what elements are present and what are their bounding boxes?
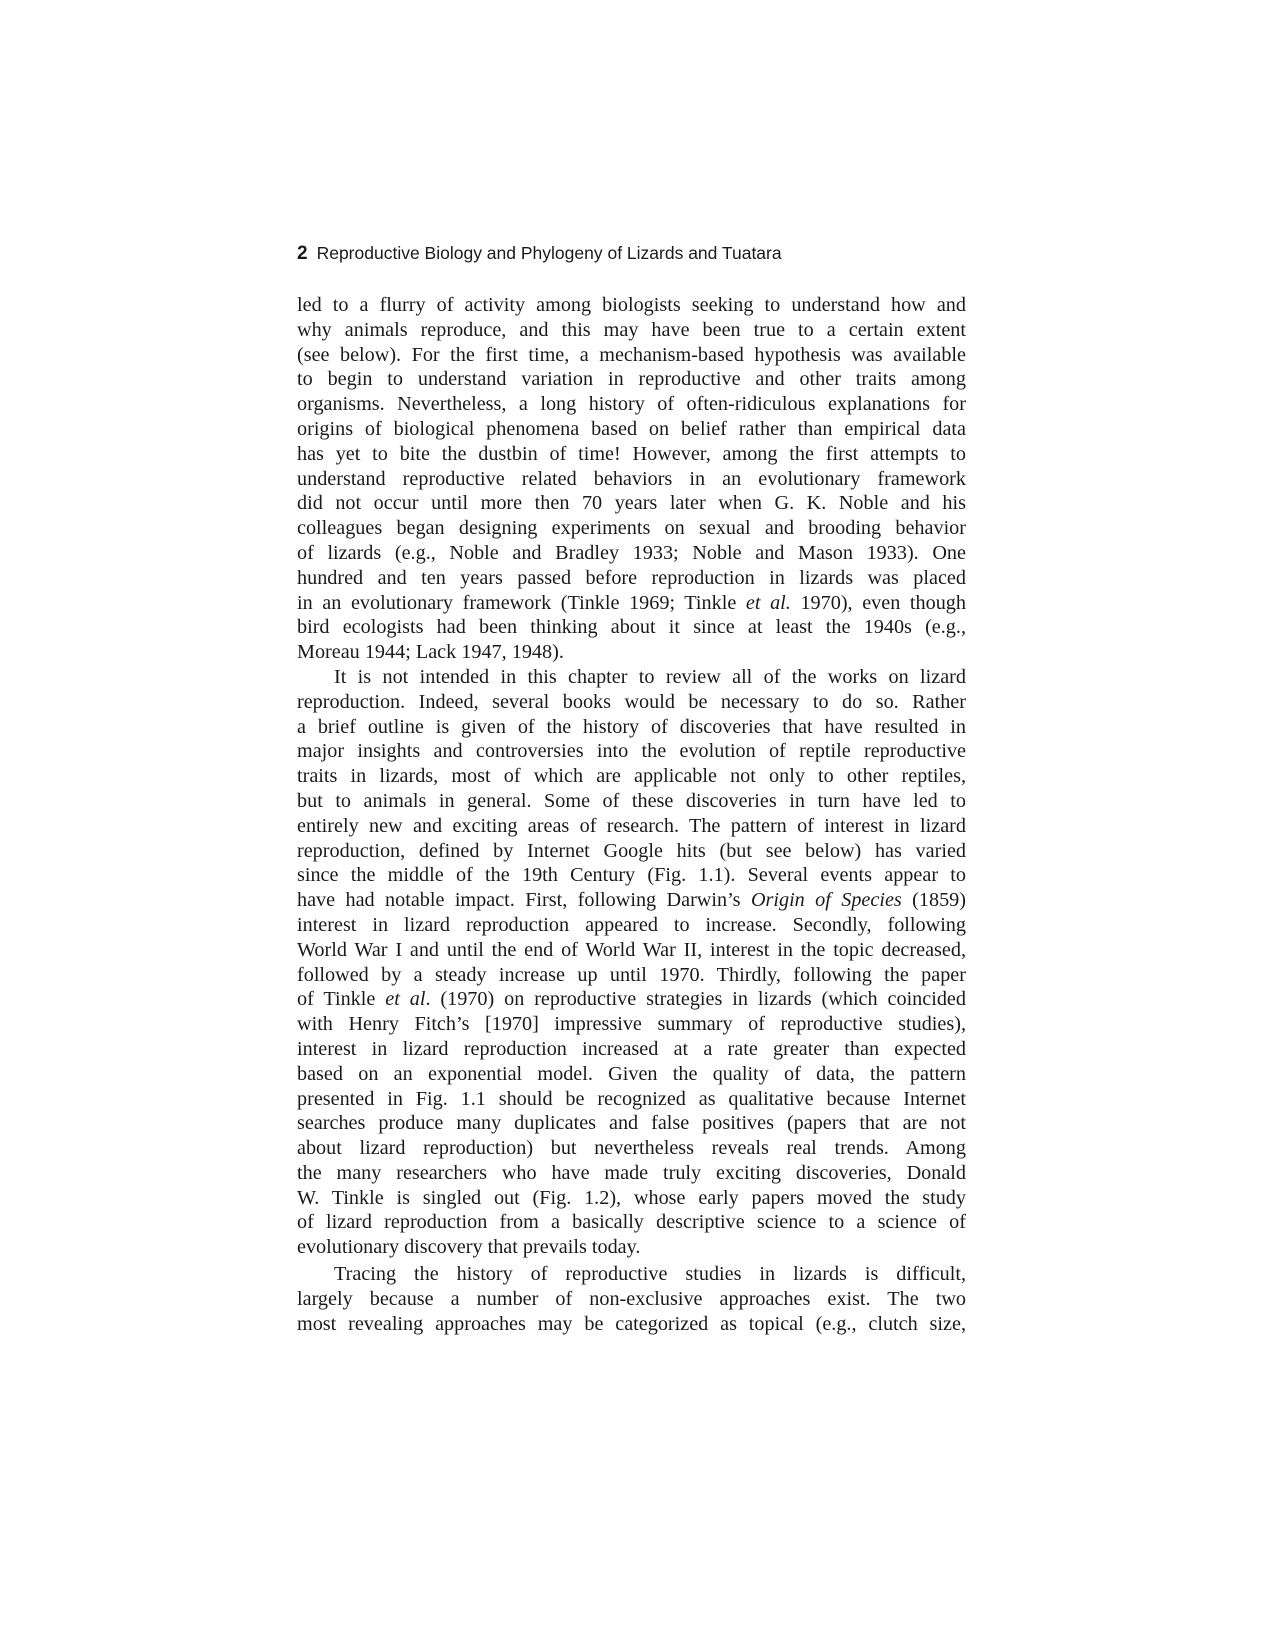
text-run: a brief outline is given of the history of discoveries that have resulted in <box>297 715 966 738</box>
running-head <box>297 242 782 265</box>
text-run: . (1970) on reproductive strategies in lizards (which coincided <box>425 988 966 1011</box>
text-line <box>297 1012 966 1037</box>
text-run: with Henry Fitch’s [1970] impressive summary of reproductive studies), <box>297 1013 966 1036</box>
text-run: followed by a steady increase up until 1970. Thirdly, following the paper <box>297 963 966 986</box>
text-run: about lizard reproduction) but nevertheless reveals real trends. Among <box>297 1137 966 1160</box>
text-line <box>297 293 966 318</box>
text-run: reproduction. Indeed, several books would be necessary to do so. Rather <box>297 690 966 713</box>
text-run: understand reproductive related behaviors in an evolutionary framework <box>297 467 966 490</box>
text-line <box>297 591 966 616</box>
text-run: traits in lizards, most of which are applicable not only to other reptiles, <box>297 765 966 788</box>
text-run: origins of biological phenomena based on belief rather than empirical data <box>297 417 966 440</box>
text-line <box>297 491 966 516</box>
text-run: of Tinkle <box>297 988 386 1011</box>
text-run: most revealing approaches may be categorized as topical (e.g., clutch size, <box>297 1312 966 1335</box>
text-run: interest in lizard reproduction increased at a rate greater than expected <box>297 1037 966 1060</box>
italic-text: et al <box>385 988 426 1011</box>
text-run: W. Tinkle is singled out (Fig. 1.2), whose early papers moved the study <box>297 1186 966 1209</box>
text-run: evolutionary discovery that prevails today. <box>297 1236 641 1259</box>
text-line <box>297 739 966 764</box>
text-line <box>297 392 966 417</box>
text-line <box>297 1087 966 1112</box>
text-run: It is not intended in this chapter to review all of the works on lizard <box>334 665 966 688</box>
text-run: hundred and ten years passed before reproduction in lizards was placed <box>297 566 966 589</box>
text-line <box>297 1161 966 1186</box>
text-run: why animals reproduce, and this may have been true to a certain extent <box>297 318 966 341</box>
text-run: but to animals in general. Some of these discoveries in turn have led to <box>297 789 966 812</box>
text-line <box>297 987 966 1012</box>
text-run: of lizard reproduction from a basically descriptive science to a science of <box>297 1211 966 1234</box>
text-run: searches produce many duplicates and false positives (papers that are not <box>297 1112 966 1135</box>
text-run: to begin to understand variation in reproductive and other traits among <box>297 368 966 391</box>
text-line <box>297 640 966 665</box>
text-line <box>297 1287 966 1312</box>
text-run: World War I and until the end of World War II, interest in the topic decreased, <box>297 938 966 961</box>
text-line <box>297 1062 966 1087</box>
text-line <box>297 1136 966 1161</box>
text-run: largely because a number of non-exclusive approaches exist. The two <box>297 1287 966 1310</box>
text-line <box>297 318 966 343</box>
text-line <box>297 442 966 467</box>
text-run: reproduction, defined by Internet Google hits (but see below) has varied <box>297 839 966 862</box>
text-line <box>297 615 966 640</box>
paragraph <box>297 1262 966 1336</box>
text-run: (see below). For the first time, a mechanism-based hypothesis was available <box>297 343 966 366</box>
text-run: since the middle of the 19th Century (Fig. 1.1). Several events appear to <box>297 864 966 887</box>
text-run: presented in Fig. 1.1 should be recognized as qualitative because Internet <box>297 1087 966 1110</box>
text-line <box>297 814 966 839</box>
text-line <box>297 1186 966 1211</box>
text-run: based on an exponential model. Given the quality of data, the pattern <box>297 1062 966 1085</box>
text-line <box>297 665 966 690</box>
text-run: has yet to bite the dustbin of time! However, among the first attempts to <box>297 442 966 465</box>
text-run: organisms. Nevertheless, a long history of often-ridiculous explanations for <box>297 393 966 416</box>
text-line <box>297 963 966 988</box>
text-line <box>297 541 966 566</box>
text-line <box>297 566 966 591</box>
text-run: bird ecologists had been thinking about it since at least the 1940s (e.g., <box>297 616 966 639</box>
text-line <box>297 938 966 963</box>
text-run: entirely new and exciting areas of research. The pattern of interest in lizard <box>297 814 966 837</box>
text-line <box>297 690 966 715</box>
text-line <box>297 516 966 541</box>
text-line <box>297 715 966 740</box>
paragraph <box>297 665 966 1260</box>
text-line <box>297 913 966 938</box>
text-run: of lizards (e.g., Noble and Bradley 1933; Noble and Mason 1933). One <box>297 541 966 564</box>
text-run: 1970), even though <box>790 591 966 614</box>
text-run: Tracing the history of reproductive studies in lizards is difficult, <box>334 1263 966 1286</box>
text-line <box>297 1312 966 1337</box>
paragraph <box>297 293 966 665</box>
text-line <box>297 1235 966 1260</box>
text-line <box>297 1210 966 1235</box>
page-number: 2 <box>297 243 308 264</box>
italic-text: Origin of Species <box>750 889 902 912</box>
text-line <box>297 367 966 392</box>
text-line <box>297 839 966 864</box>
text-line <box>297 1262 966 1287</box>
text-run: led to a flurry of activity among biologists seeking to understand how and <box>297 294 966 316</box>
text-run: have had notable impact. First, following Darwin’s <box>297 889 751 912</box>
text-run: colleagues began designing experiments on sexual and brooding behavior <box>297 517 966 540</box>
text-run: the many researchers who have made truly exciting discoveries, Donald <box>297 1161 966 1184</box>
text-line <box>297 343 966 368</box>
text-line <box>297 1111 966 1136</box>
text-line <box>297 863 966 888</box>
running-title: Reproductive Biology and Phylogeny of Lizards and Tuatara <box>316 243 782 263</box>
text-run: Moreau 1944; Lack 1947, 1948). <box>297 641 564 664</box>
italic-text: et al. <box>745 591 791 614</box>
text-run: major insights and controversies into the evolution of reptile reproductive <box>297 740 966 763</box>
text-run: (1859) <box>901 889 967 912</box>
text-run: in an evolutionary framework (Tinkle 1969; Tinkle <box>297 591 746 614</box>
text-line <box>297 467 966 492</box>
text-run: interest in lizard reproduction appeared to increase. Secondly, following <box>297 913 966 936</box>
text-line <box>297 417 966 442</box>
text-line <box>297 888 966 913</box>
body-text <box>297 293 966 1336</box>
text-line <box>297 789 966 814</box>
text-line <box>297 1037 966 1062</box>
text-line <box>297 764 966 789</box>
text-run: did not occur until more then 70 years later when G. K. Noble and his <box>297 492 966 515</box>
